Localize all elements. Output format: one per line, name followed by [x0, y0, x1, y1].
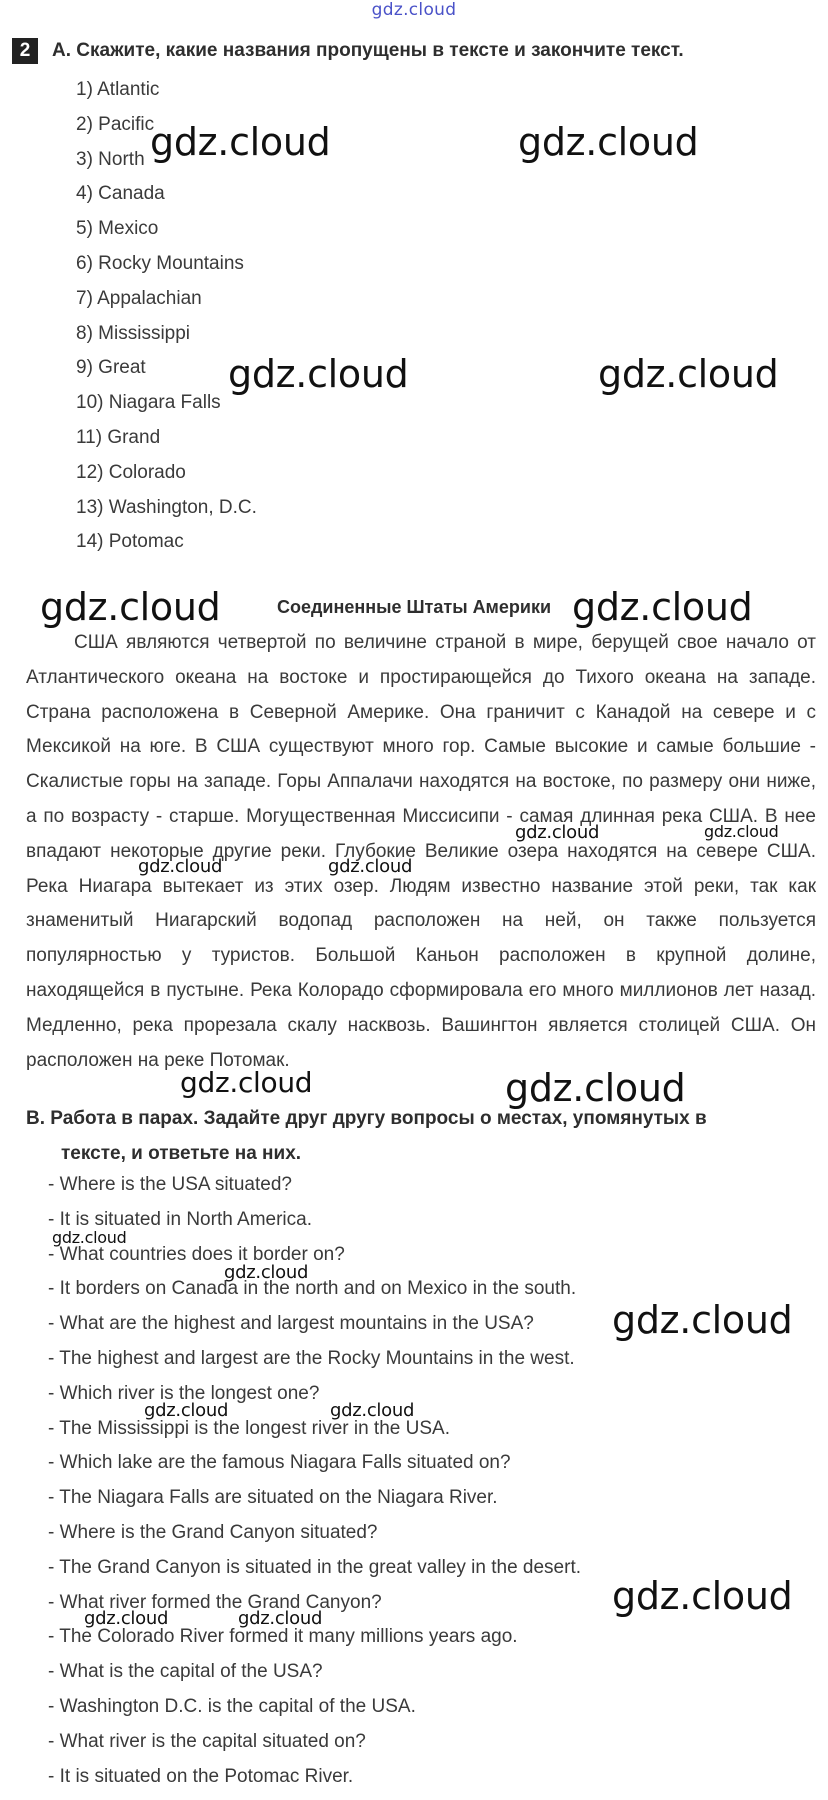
- answer-item: 6) Rocky Mountains: [76, 252, 244, 274]
- answer-item: 3) North: [76, 148, 145, 170]
- answers-list: [76, 73, 257, 560]
- answer-item: 13) Washington, D.C.: [76, 496, 257, 518]
- watermark: gdz.cloud: [505, 1066, 686, 1110]
- exercise-number-badge: 2: [12, 38, 38, 64]
- reading-title: Соединенные Штаты Америки: [276, 597, 552, 617]
- answer-item: 5) Mexico: [76, 218, 159, 240]
- reading-body: США являются четвертой по величине страной в мире, берущей свое начало от Атлантического океана на востоке и простирающейся до Тихого океана на западе. Страна расположена в Северной Америке. Она граничит с Канадой на севере и с Мексикой на юге. В США существуют много гор. Самые высокие и самые большие - Скалистые горы на западе. Горы Аппалачи находятся на востоке, по размеру они ниже, а по возрасту - старше. Могущественная Миссисипи - самая длинная река США. В нее впадают некоторые другие реки. Глубокие Великие озера находятся на севере США. Река Ниагара вытекает из этих озер. Людям известно название этой реки, так как знаменитый Ниагарский водопад расположен на ней, он также пользуется популярностью у туристов. Большой Каньон расположен в крупной долине, находящейся в пустыне. Река Колорадо сформировала его много миллионов лет назад. Медленно, река прорезала скалу насквозь. Вашингтон является столицей США. Он расположен на реке Потомак.: [26, 632, 816, 1071]
- dialog-line: - The Niagara Falls are situated on the Niagara River.: [48, 1487, 498, 1509]
- dialog-line: - Washington D.C. is the capital of the USA.: [48, 1695, 416, 1717]
- dialog-line: - What is the capital of the USA?: [48, 1661, 323, 1683]
- answer-item: 7) Appalachian: [76, 287, 202, 309]
- answer-item: 8) Mississippi: [76, 322, 191, 344]
- watermark: gdz.cloud: [518, 120, 699, 164]
- dialog-line: - It borders on Canada in the north and on Mexico in the south.: [48, 1278, 577, 1300]
- watermark: gdz.cloud: [84, 1608, 169, 1629]
- task-b-title-line2: тексте, и ответьте на них.: [61, 1142, 302, 1164]
- dialog-line: - Where is the USA situated?: [48, 1174, 292, 1195]
- watermark: gdz.cloud: [180, 1066, 313, 1099]
- dialog-line: - Which river is the longest one?: [48, 1382, 320, 1404]
- watermark: gdz.cloud: [612, 1298, 793, 1342]
- dialog-line: - The Mississippi is the longest river in the USA.: [48, 1417, 450, 1439]
- site-watermark-header: gdz.cloud: [371, 0, 457, 20]
- answer-item: 2) Pacific: [76, 113, 155, 135]
- watermark: gdz.cloud: [238, 1608, 323, 1629]
- dialog-line: - What are the highest and largest mountains in the USA?: [48, 1313, 534, 1335]
- dialog-list: [48, 1168, 581, 1794]
- watermark: gdz.cloud: [328, 856, 413, 877]
- dialog-line: - What river formed the Grand Canyon?: [48, 1591, 382, 1613]
- watermark: gdz.cloud: [40, 585, 221, 629]
- watermark: gdz.cloud: [572, 585, 753, 629]
- watermark: gdz.cloud: [515, 822, 600, 843]
- watermark: gdz.cloud: [228, 352, 409, 396]
- dialog-line: - What river is the capital situated on?: [48, 1730, 366, 1752]
- answer-item: 10) Niagara Falls: [76, 392, 221, 414]
- dialog-line: - Where is the Grand Canyon situated?: [48, 1521, 378, 1543]
- task-a-title: A. Скажите, какие названия пропущены в тексте и закончите текст.: [52, 40, 684, 61]
- dialog-line: - It is situated in North America.: [48, 1208, 312, 1230]
- dialog-line: - What countries does it border on?: [48, 1243, 345, 1265]
- dialog-line: - It is situated on the Potomac River.: [48, 1765, 354, 1787]
- answer-item: 1) Atlantic: [76, 79, 160, 100]
- dialog-line: - The highest and largest are the Rocky Mountains in the west.: [48, 1347, 575, 1369]
- task-b-title-line1: B. Работа в парах. Задайте друг другу вопросы о местах, упомянутых в: [26, 1108, 707, 1129]
- watermark: gdz.cloud: [598, 352, 779, 396]
- watermark: gdz.cloud: [150, 120, 331, 164]
- watermark: gdz.cloud: [144, 1400, 229, 1421]
- watermark: gdz.cloud: [224, 1262, 309, 1283]
- dialog-line: - Which lake are the famous Niagara Falls situated on?: [48, 1452, 511, 1474]
- watermark: gdz.cloud: [52, 1228, 127, 1247]
- answer-item: 9) Great: [76, 357, 146, 379]
- watermark: gdz.cloud: [704, 822, 779, 841]
- answer-item: 14) Potomac: [76, 531, 184, 553]
- answer-item: 12) Colorado: [76, 461, 186, 483]
- dialog-line: - The Colorado River formed it many millions years ago.: [48, 1626, 518, 1648]
- answer-item: 11) Grand: [76, 426, 161, 448]
- watermark: gdz.cloud: [330, 1400, 415, 1421]
- watermark: gdz.cloud: [138, 856, 223, 877]
- watermark: gdz.cloud: [612, 1574, 793, 1618]
- dialog-line: - The Grand Canyon is situated in the great valley in the desert.: [48, 1556, 582, 1578]
- answer-item: 4) Canada: [76, 183, 165, 205]
- task-b-title: [26, 1102, 816, 1171]
